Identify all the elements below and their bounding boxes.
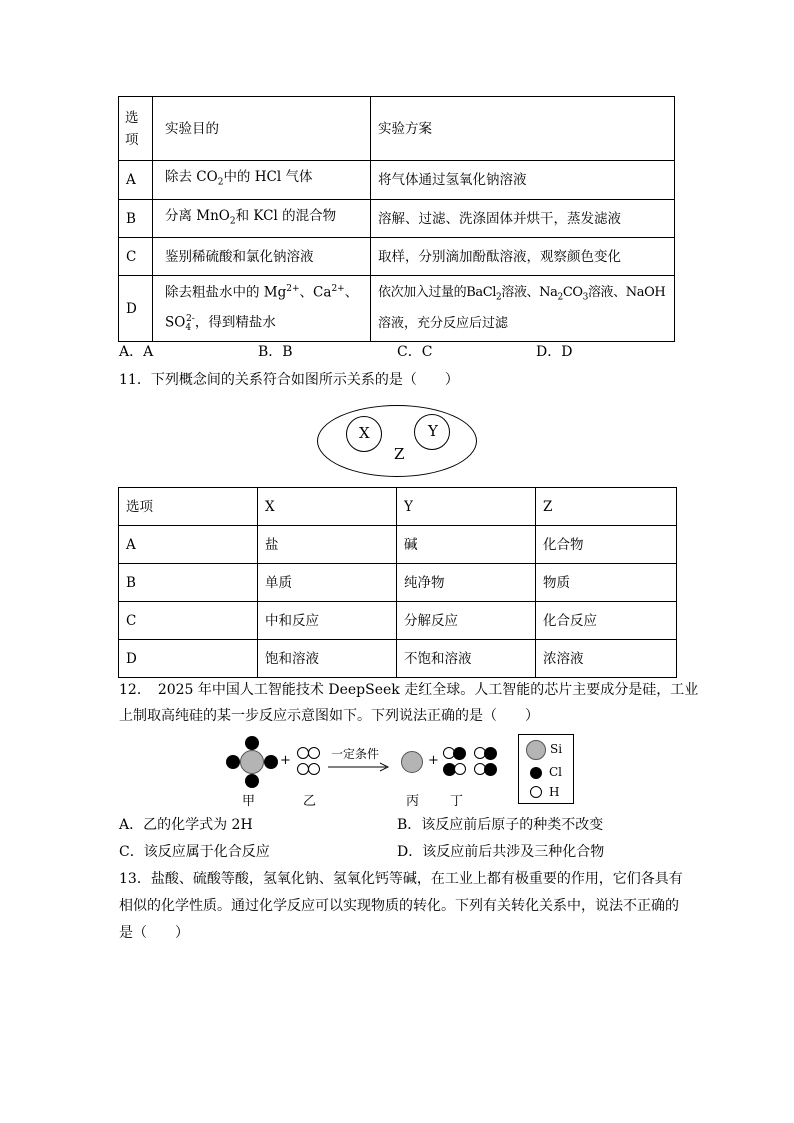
q12-option-a: A．乙的化学式为 2H [119,817,253,833]
table-row [119,276,675,342]
table-row [119,200,675,238]
purpose-cell: 鉴别稀硫酸和氯化钠溶液 [153,238,371,276]
legend-si-swatch [526,740,546,760]
table-cell: D [119,640,258,678]
label-jia: 甲 [242,794,256,809]
plus-sign: + [428,753,439,768]
cl-atom [484,747,497,760]
table-cell: 化合物 [536,526,677,564]
table-cell: B [119,564,258,602]
label-ding: 丁 [450,794,464,809]
cl-atom [245,736,259,750]
header-cell: Z [536,488,677,526]
h-atom [454,763,466,775]
cl-atom [264,755,278,769]
legend-si-label: Si [550,742,563,756]
table-cell: 饱和溶液 [258,640,397,678]
table-cell: 单质 [258,564,397,602]
cl-atom [484,763,497,776]
label-y: Y [428,422,438,440]
legend-h-swatch [530,786,542,798]
q12-stem-line1: 12． 2025 年中国人工智能技术 DeepSeek 走红全球。人工智能的芯片主要成分是硅，工业 [119,682,699,698]
table-cell: C [119,602,258,640]
si-atom [240,750,264,774]
q10-option-b: B．B [258,344,293,360]
table-header-row [119,97,675,161]
option-cell: B [119,200,153,238]
header-cell-plan: 实验方案 [371,97,675,161]
header-cell-option: 选项 [119,97,153,161]
option-cell: D [119,276,153,342]
h-atom [308,747,320,759]
table-cell: 盐 [258,526,397,564]
q12-reaction-diagram [220,734,580,810]
legend-cl-label: Cl [549,765,563,779]
option-cell: C [119,238,153,276]
reaction-arrow [328,762,392,772]
q10-option-a: A．A [119,344,154,360]
q11-venn-diagram [317,405,477,477]
label-yi: 乙 [303,794,317,809]
legend-h-label: H [549,785,560,799]
table-cell: 纯净物 [397,564,536,602]
table-row [119,161,675,200]
q12-option-b: B．该反应前后原子的种类不改变 [397,817,604,833]
header-cell: X [258,488,397,526]
q11-table [118,487,677,678]
table-cell: 碱 [397,526,536,564]
table-row [119,602,677,640]
plan-cell: 将气体通过氢氧化钠溶液 [371,161,675,200]
table-row [119,564,677,602]
outer-ellipse-z [317,405,477,477]
q13-stem-line3: 是（ ） [119,925,189,941]
h-atom [308,763,320,775]
table-row [119,526,677,564]
table-cell: 物质 [536,564,677,602]
q11-stem: 11．下列概念间的关系符合如图所示关系的是（ ） [119,372,459,388]
purpose-cell: 分离 MnO$_2$和 KCl 的混合物 [153,200,371,238]
table-row [119,238,675,276]
molecule-jia [226,736,278,788]
plan-cell: 取样，分别滴加酚酞溶液，观察颜色变化 [371,238,675,276]
plan-cell: 溶解、过滤、洗涤固体并烘干，蒸发滤液 [371,200,675,238]
q13-stem-line2: 相似的化学性质。通过化学反应可以实现物质的转化。下列有关转化关系中，说法不正确的 [119,898,679,914]
molecule-ding [443,747,499,777]
q12-option-c: C．该反应属于化合反应 [119,844,270,860]
molecule-bing [401,751,423,773]
cl-atom [245,774,259,788]
table-row [119,640,677,678]
plus-sign: + [280,753,291,768]
legend-cl-swatch [530,767,542,779]
table-cell: 不饱和溶液 [397,640,536,678]
table-cell: 分解反应 [397,602,536,640]
q10-option-d: D．D [536,344,573,360]
table-cell: 化合反应 [536,602,677,640]
purpose-cell: 除去 $CO_2$中的 HCl 气体 [153,161,371,200]
table-cell: A [119,526,258,564]
q12-option-d: D．该反应前后共涉及三种化合物 [397,844,605,860]
label-z: Z [394,445,405,463]
table-cell: 浓溶液 [536,640,677,678]
option-cell: A [119,161,153,200]
atom-legend [518,734,574,804]
molecule-yi [297,747,321,777]
plan-cell: 依次加入过量的BaCl$_2$溶液、$Na_2CO_3$溶液、NaOH 溶液，充分反应后过滤 [371,276,675,342]
q10-table [118,96,675,342]
table-header-row [119,488,677,526]
label-bing: 丙 [406,794,420,809]
label-x: X [359,424,370,442]
header-cell-purpose: 实验目的 [153,97,371,161]
cl-atom [226,755,240,769]
cl-atom [453,747,466,760]
reaction-condition: 一定条件 [331,747,380,761]
table-cell: 中和反应 [258,602,397,640]
header-cell: 选项 [119,488,258,526]
header-cell: Y [397,488,536,526]
q13-stem-line1: 13．盐酸、硫酸等酸，氢氧化钠、氢氧化钙等碱，在工业上都有极重要的作用，它们各具有 [119,871,683,887]
q10-option-c: C．C [397,344,433,360]
purpose-cell: 除去粗盐水中的 $Mg^{2+}$、$Ca^{2+}$、 $SO_4^{2-}$，得到精盐水 [153,276,371,342]
q12-stem-line2: 上制取高纯硅的某一步反应示意图如下。下列说法正确的是（ ） [119,708,539,724]
